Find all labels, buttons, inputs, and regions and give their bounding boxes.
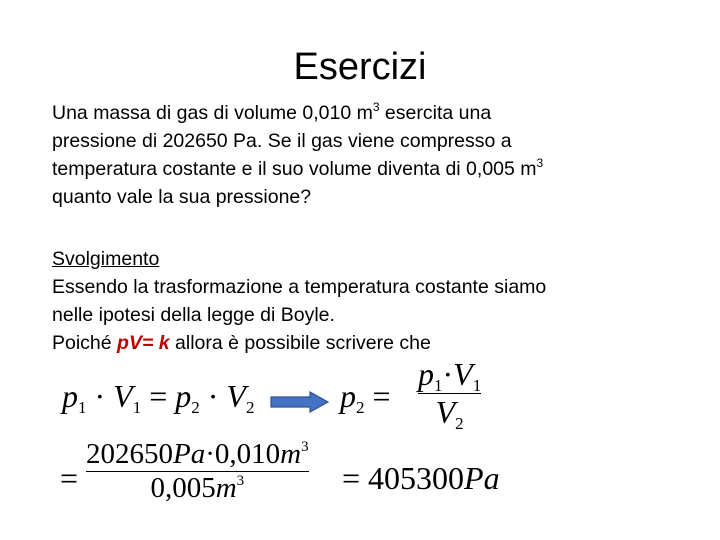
boyle-law-highlight: pV= k [117,332,170,354]
solution-text [52,245,692,357]
numeric-result: = 405300Pa [342,460,500,496]
numeric-fraction [86,438,309,505]
solution-line-2: nelle ipotesi della legge di Boyle. [52,304,335,326]
problem-line-1: Una massa di gas di volume 0,010 $m^3$ esercita una [52,100,492,124]
solution-line-3: Poiché pV= k allora è possibile scrivere che [52,332,431,354]
slide-title: Esercizi [293,46,427,88]
right-arrow-icon [270,391,330,413]
solution-heading: Svolgimento [52,248,160,270]
problem-text [52,99,692,211]
numeric-denominator: $0,005m^3$ [150,472,245,504]
problem-line-3: temperatura costante e il suo volume diventa di 0,005 $m^3$ [52,156,544,180]
problem-line-4: quanto vale la sua pressione? [52,186,312,208]
numeric-numerator: $202650Pa\cdot 0,010m^3$ [86,438,309,470]
problem-line-2: pressione di 202650 Pa. Se il gas viene compresso a [52,130,512,152]
solution-line-1: Essendo la trasformazione a temperatura costante siamo [52,276,547,298]
boyle-equation: $p_1 \cdot V_1 = p_2 \cdot V_2$ [62,378,255,417]
p2-denominator: $V_2$ [435,394,464,433]
p2-numerator: $p_1\cdot V_1$ [418,356,482,395]
p2-lhs: $p_2$ = [340,378,391,417]
numeric-leading-equals: = [60,460,79,496]
p2-fraction [418,356,481,431]
